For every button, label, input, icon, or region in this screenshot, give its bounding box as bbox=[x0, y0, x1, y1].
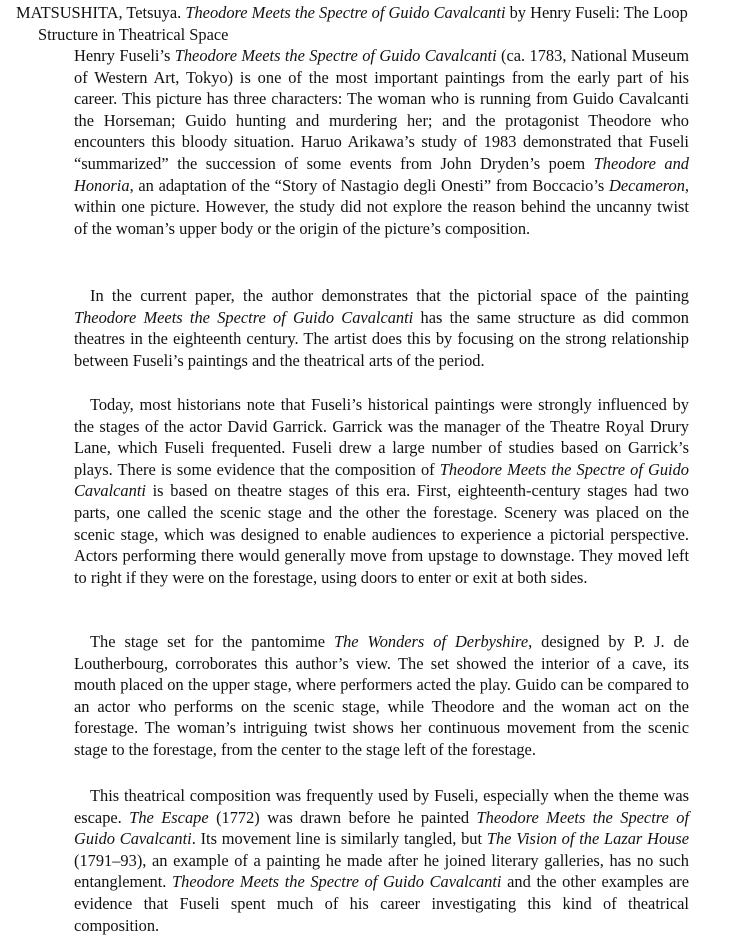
text-run: (1772) was drawn before he painted bbox=[208, 807, 477, 827]
text-run: . Its movement line is similarly tangled, but bbox=[191, 829, 487, 849]
abstract-paragraph-4 bbox=[74, 631, 689, 761]
text-run: Today, most historians note that Fuseli’s historical paintings were strongly influenced by the stages of the actor David Garrick. Garrick was the manager of the Theatre Royal Drury Lane, which Fuseli frequented. Fuseli drew a large number of studies based on Garrick’s plays. There is some evidence that the composition of bbox=[74, 395, 689, 479]
work-title: Decameron bbox=[609, 175, 685, 195]
entry-title-italic: Theodore Meets the Spectre of Guido Cavalcanti bbox=[185, 3, 506, 22]
work-title: The Wonders of Derbyshire bbox=[334, 632, 529, 651]
work-title: The Escape bbox=[129, 807, 209, 827]
work-title: Theodore Meets the Spectre of Guido Cavalcanti bbox=[174, 46, 497, 65]
entry-heading bbox=[16, 2, 738, 45]
work-title: The Vision of the Lazar House bbox=[486, 829, 689, 849]
text-run: (1791–93), an example of a painting he made after he joined literary galleries, has no such entanglement. bbox=[74, 850, 689, 892]
abstract-paragraph-3 bbox=[74, 394, 689, 588]
text-run: The stage set for the pantomime bbox=[90, 632, 334, 651]
text-run: has the same structure as did common theatres in the eighteenth century. The artist does this by focusing on the strong relationship between Fuseli’s paintings and the theatrical arts of the period. bbox=[74, 307, 689, 370]
text-run: , designed by P. J. de Loutherbourg, corroborates this author’s view. The set showed the interior of a cave, its mouth placed on the upper stage, where performers acted the play. Guido can be compared to an actor who performs on the scenic stage, while Theodore and the woman act on the forestage. The woman’s intriguing twist shows her continuous movement from the scenic stage to the forestage, from the center to the stage left of the forestage. bbox=[74, 632, 689, 759]
abstract-paragraph-1 bbox=[74, 45, 689, 239]
text-run: is based on theatre stages of this era. First, eighteenth-century stages had two parts, one called the scenic stage and the other the forestage. Scenery was placed on the scenic stage, which was designed to enable audiences to experience a pictorial perspective. Actors performing there would generally move from upstage to downstage. They moved left to right if they were on the forestage, using doors to enter or exit at both sides. bbox=[74, 481, 689, 587]
abstract-paragraph-5 bbox=[74, 785, 689, 936]
work-title: Theodore Meets the Spectre of Guido Cavalcanti bbox=[74, 807, 689, 849]
text-run: and the other examples are evidence that Fuseli spent much of his career investigating this kind of theatrical composition. bbox=[74, 872, 690, 935]
abstract-paragraph-2 bbox=[74, 285, 689, 371]
work-title: Theodore Meets the Spectre of Guido Cavalcanti bbox=[74, 459, 690, 501]
entry-author: MATSUSHITA, Tetsuya. bbox=[16, 3, 182, 22]
text-run: , within one picture. However, the study did not explore the reason behind the uncanny twist of the woman’s upper body or the origin of the picture’s composition. bbox=[74, 175, 689, 238]
work-title: Theodore and Honoria bbox=[74, 153, 689, 195]
text-run: In the current paper, the author demonstrates that the pictorial space of the painting bbox=[90, 286, 689, 305]
entry-title-rest: by Henry Fuseli: The Loop Structure in Theatrical Space bbox=[38, 3, 688, 44]
text-run: Henry Fuseli’s bbox=[74, 46, 175, 65]
text-run: , an adaptation of the “Story of Nastagio degli Onesti” from Boccacio’s bbox=[129, 175, 610, 195]
work-title: Theodore Meets the Spectre of Guido Cavalcanti bbox=[74, 307, 414, 327]
text-run: This theatrical composition was frequently used by Fuseli, especially when the theme was escape. bbox=[74, 786, 689, 827]
text-run: (ca. 1783, National Museum of Western Art, Tokyo) is one of the most important paintings from the early part of his career. This picture has three characters: The woman who is running from Guido Cavalcanti the Horseman; Guido hunting and murdering her; and the protagonist Theodore who encounters this bloody situation. Haruo Arikawa’s study of 1983 demonstrated that Fuseli “summarized” the succession of some events from John Dryden’s poem bbox=[74, 46, 689, 173]
work-title: Theodore Meets the Spectre of Guido Cavalcanti bbox=[172, 872, 502, 892]
